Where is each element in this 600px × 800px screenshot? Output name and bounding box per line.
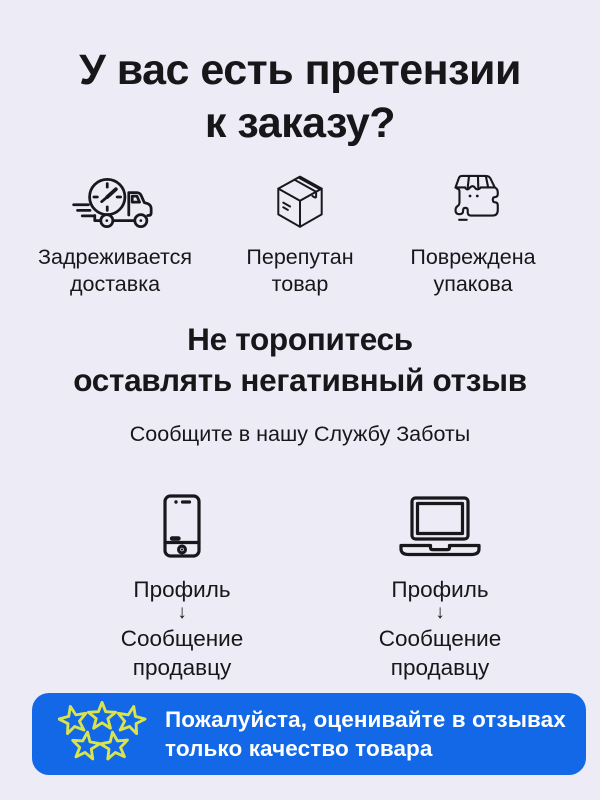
page-title-line2: к заказу? [204, 99, 396, 147]
advice-heading-line2: оставлять негативный отзыв [73, 362, 527, 398]
issue-label: Повреждена упакова [410, 245, 536, 296]
channel-step-message-seller: Сообщение продавцу [120, 626, 244, 680]
five-stars-icon [58, 701, 148, 768]
advice-heading-line1: Не торопитесь [187, 321, 413, 357]
rating-banner [32, 693, 586, 775]
channel-step-profile: Профиль [133, 577, 231, 602]
delivery-delay-truck-icon [25, 166, 205, 234]
page-title-line1: У вас есть претензии [79, 46, 521, 94]
channel-step-profile: Профиль [391, 577, 489, 602]
channel-item-web [350, 492, 530, 682]
issue-label: Перепутан товар [246, 245, 354, 296]
issue-item-damaged-packaging [385, 166, 561, 298]
banner-text-line2: только качество товара [165, 736, 433, 761]
banner-text [165, 705, 566, 763]
laptop-icon [350, 492, 530, 558]
page-title [0, 44, 600, 150]
advice-subtitle: Сообщите в нашу Службу Заботы [129, 422, 471, 446]
damaged-package-icon [385, 166, 561, 234]
down-arrow-icon: ↓ [435, 602, 445, 623]
down-arrow-icon: ↓ [177, 602, 187, 623]
banner-text-line1: Пожалуйста, оценивайте в отзывах [165, 707, 566, 732]
issue-label: Задреживается доставка [38, 245, 192, 296]
channel-item-app [92, 492, 272, 682]
mixed-up-parcel-icon [221, 166, 379, 234]
issue-item-wrong-item [221, 166, 379, 298]
smartphone-icon [92, 492, 272, 558]
channel-step-message-seller: Сообщение продавцу [378, 626, 502, 680]
advice-heading [0, 319, 600, 401]
advice-section [0, 319, 600, 447]
issue-item-delayed-delivery [25, 166, 205, 298]
